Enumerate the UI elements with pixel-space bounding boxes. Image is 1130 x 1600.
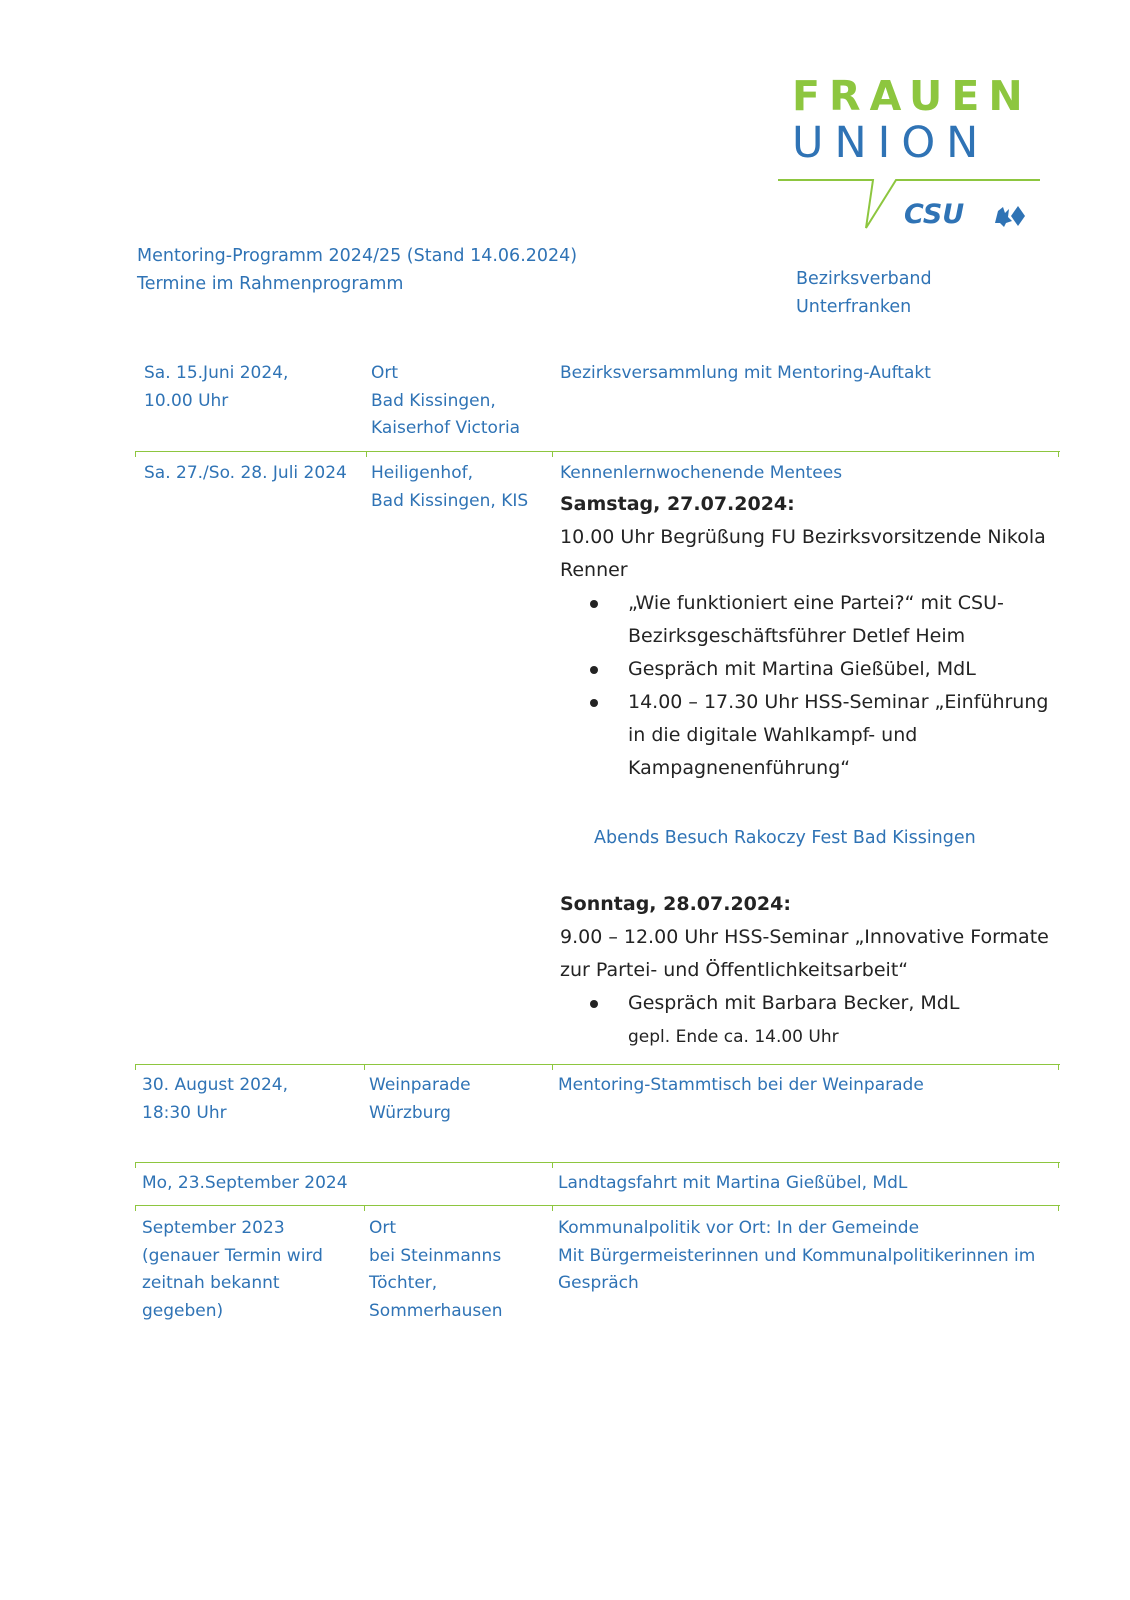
- list-item: [560, 686, 1060, 785]
- list-item-line: Kampagnenenführung“: [628, 757, 851, 779]
- divider-tick: [1058, 1162, 1059, 1168]
- row-3-event: [558, 1072, 1058, 1100]
- row-divider: [135, 451, 1060, 452]
- row-1-place-line: Ort: [371, 363, 399, 383]
- organization-name: [796, 265, 932, 321]
- row-4-event: [558, 1170, 1058, 1198]
- row-5-place-line: Töchter,: [369, 1273, 438, 1293]
- day-2-intro-line: 9.00 – 12.00 Uhr HSS-Seminar „Innovative Formate: [560, 926, 1049, 948]
- row-2-event-line: Kennenlernwochenende Mentees: [560, 463, 843, 483]
- row-1-place-line: Kaiserhof Victoria: [371, 418, 521, 438]
- divider-tick: [135, 1162, 136, 1168]
- row-5-date: [142, 1215, 362, 1325]
- row-3-date: [142, 1072, 362, 1127]
- row-4-event-line: Landtagsfahrt mit Martina Gießübel, MdL: [558, 1173, 908, 1193]
- list-item: [560, 987, 1060, 1020]
- row-4-date-line: Mo, 23.September 2024: [142, 1173, 348, 1193]
- row-divider: [135, 1205, 1060, 1206]
- row-2-event-title: [560, 460, 1060, 488]
- row-5-event: [558, 1215, 1058, 1298]
- row-1-event: [560, 360, 1060, 388]
- row-5-event-line: Mit Bürgermeisterinnen und Kommunalpolitikerinnen im: [558, 1245, 1036, 1266]
- list-item-line: Gespräch mit Barbara Becker, MdL: [628, 992, 960, 1014]
- row-5-event-line: Kommunalpolitik vor Ort: In der Gemeinde: [558, 1218, 920, 1238]
- row-divider: [135, 1064, 1060, 1065]
- document-title: [137, 242, 577, 298]
- list-item-line: in die digitale Wahlkampf- und: [628, 724, 918, 746]
- row-5-date-line: September 2023: [142, 1218, 285, 1238]
- row-divider: [135, 1162, 1060, 1163]
- list-item-line: Bezirksgeschäftsführer Detlef Heim: [628, 625, 966, 647]
- day-1-bullet-list: [560, 587, 1060, 785]
- row-3-date-line: 18:30 Uhr: [142, 1102, 227, 1123]
- divider-tick: [135, 1205, 136, 1211]
- row-3-place-line: Weinparade: [369, 1075, 471, 1095]
- row-5-date-line: zeitnah bekannt: [142, 1273, 280, 1293]
- row-1-place: [371, 360, 546, 443]
- divider-tick: [366, 451, 367, 457]
- day-1-evening-note: Abends Besuch Rakoczy Fest Bad Kissingen: [594, 828, 976, 848]
- bullet-icon: [590, 600, 598, 608]
- row-3-event-line: Mentoring-Stammtisch bei der Weinparade: [558, 1075, 924, 1095]
- divider-tick: [135, 1064, 136, 1070]
- row-5-place-line: bei Steinmanns: [369, 1245, 502, 1266]
- row-1-event-line: Bezirksversammlung mit Mentoring-Auftakt: [560, 363, 931, 383]
- bullet-icon: [590, 699, 598, 707]
- list-item: [560, 653, 1060, 686]
- divider-tick: [552, 1064, 553, 1070]
- day-1-program: [560, 488, 1060, 785]
- list-item: [560, 587, 1060, 653]
- day-1-heading: Samstag, 27.07.2024:: [560, 493, 795, 515]
- row-1-date-line: Sa. 15.Juni 2024,: [144, 363, 289, 383]
- row-2-place-line: Bad Kissingen, KIS: [371, 490, 529, 511]
- logo-csu-text: CSU: [904, 199, 965, 230]
- row-2-date: [144, 460, 364, 488]
- csu-lion-emblem-icon: [992, 203, 1026, 229]
- day-1-intro-line: 10.00 Uhr Begrüßung FU Bezirksvorsitzende Nikola: [560, 526, 1046, 548]
- logo-frauen-text: FRAUEN: [792, 72, 1032, 120]
- title-line-1: Mentoring-Programm 2024/25 (Stand 14.06.2024): [137, 246, 578, 266]
- divider-tick: [364, 1205, 365, 1211]
- row-1-date: [144, 360, 364, 415]
- row-5-place-line: Ort: [369, 1218, 397, 1238]
- divider-tick: [1058, 451, 1059, 457]
- list-item-line: „Wie funktioniert eine Partei?“ mit CSU-: [628, 592, 1004, 614]
- bullet-icon: [590, 666, 598, 674]
- day-2-intro: [560, 921, 1060, 987]
- title-line-2: Termine im Rahmenprogramm: [137, 274, 404, 294]
- row-2-place-line: Heiligenhof,: [371, 463, 473, 483]
- row-5-place: [369, 1215, 544, 1325]
- day-2-heading: Sonntag, 28.07.2024:: [560, 893, 791, 915]
- row-5-date-line: (genauer Termin wird: [142, 1245, 323, 1266]
- row-2-date-line: Sa. 27./So. 28. Juli 2024: [144, 463, 347, 483]
- row-2-place: [371, 460, 546, 515]
- row-4-date: [142, 1170, 382, 1198]
- day-1-intro-line: Renner: [560, 559, 628, 581]
- divider-tick: [1058, 1064, 1059, 1070]
- list-item-line: Gespräch mit Martina Gießübel, MdL: [628, 658, 976, 680]
- row-1-date-line: 10.00 Uhr: [144, 390, 229, 411]
- day-2-end-note: gepl. Ende ca. 14.00 Uhr: [628, 1027, 839, 1047]
- divider-tick: [1058, 1205, 1059, 1211]
- day-1-intro: [560, 521, 1060, 587]
- row-1-place-line: Bad Kissingen,: [371, 390, 496, 411]
- divider-tick: [552, 1205, 553, 1211]
- row-5-date-line: gegeben): [142, 1300, 224, 1321]
- divider-tick: [552, 451, 553, 457]
- divider-tick: [552, 1162, 553, 1168]
- logo-union-text: UNION: [792, 118, 990, 168]
- row-3-place-line: Würzburg: [369, 1102, 451, 1123]
- row-3-date-line: 30. August 2024,: [142, 1075, 289, 1095]
- row-3-place: [369, 1072, 544, 1127]
- bullet-icon: [590, 1000, 598, 1008]
- row-5-event-line: Gespräch: [558, 1273, 639, 1293]
- day-2-bullet-list: [560, 987, 1060, 1020]
- org-line-2: Unterfranken: [796, 297, 912, 317]
- divider-tick: [364, 1064, 365, 1070]
- day-2-program: [560, 888, 1060, 1020]
- org-line-1: Bezirksverband: [796, 269, 932, 289]
- day-2-intro-line: zur Partei- und Öffentlichkeitsarbeit“: [560, 959, 909, 981]
- divider-tick: [135, 451, 136, 457]
- row-5-place-line: Sommerhausen: [369, 1300, 503, 1321]
- list-item-line: 14.00 – 17.30 Uhr HSS-Seminar „Einführung: [628, 691, 1049, 713]
